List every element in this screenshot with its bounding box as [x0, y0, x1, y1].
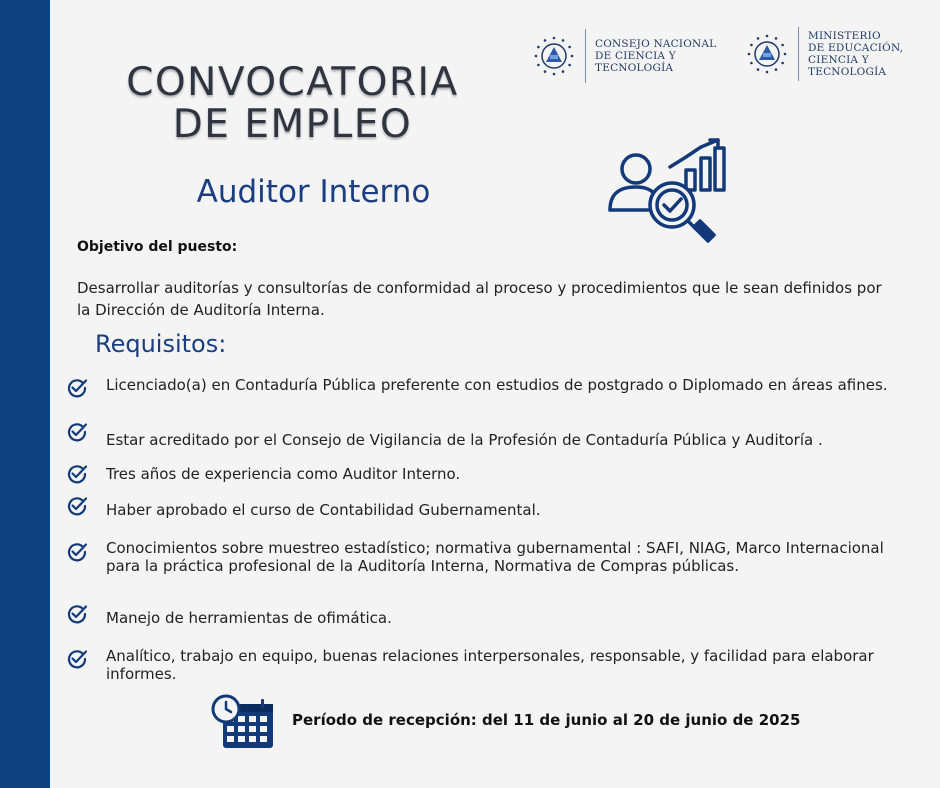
- logo-mineducyt: [746, 27, 903, 81]
- check-circle-icon: [66, 648, 88, 670]
- title-line: CONVOCATORIA: [126, 60, 459, 105]
- logo-mineducyt-text: [808, 30, 903, 78]
- logo-divider: [585, 29, 586, 83]
- objective-label: Objetivo del puesto:: [77, 239, 238, 255]
- requirement-item: Analítico, trabajo en equipo, buenas relaciones interpersonales, responsable, y facilidad para elaborar informes.: [106, 647, 874, 683]
- requirement-item: Manejo de herramientas de ofimática.: [106, 609, 392, 627]
- logo-line: CONSEJO NACIONAL: [595, 38, 717, 50]
- auditor-analysis-icon: [606, 137, 728, 251]
- calendar-clock-icon: [211, 694, 275, 750]
- check-circle-icon: [66, 463, 88, 485]
- logo-line: DE EDUCACIÓN,: [808, 42, 904, 54]
- requirement-item: Tres años de experiencia como Auditor Interno.: [106, 465, 461, 483]
- logo-line: TECNOLOGÍA: [808, 66, 887, 78]
- logo-line: DE CIENCIA Y: [595, 50, 676, 62]
- reception-period: Período de recepción: del 11 de junio al 20 de junio de 2025: [292, 711, 801, 729]
- check-circle-icon: [66, 603, 88, 625]
- check-circle-icon: [66, 421, 88, 443]
- logo-line: MINISTERIO: [808, 30, 881, 42]
- requirement-item: Haber aprobado el curso de Contabilidad Gubernamental.: [106, 501, 541, 519]
- requirements-heading: Requisitos:: [95, 330, 227, 358]
- requirement-item: Estar acreditado por el Consejo de Vigilancia de la Profesión de Contaduría Pública y Auditoría .: [106, 431, 823, 449]
- requirement-item: Licenciado(a) en Contaduría Pública preferente con estudios de postgrado o Diplomado en áreas afines.: [106, 376, 888, 394]
- logo-line: TECNOLOGÍA: [595, 62, 674, 74]
- page-title: [95, 62, 490, 146]
- check-circle-icon: [66, 377, 88, 399]
- check-circle-icon: [66, 541, 88, 563]
- logo-divider: [798, 27, 799, 81]
- position-title: Auditor Interno: [196, 174, 431, 210]
- logo-line: CIENCIA Y: [808, 54, 869, 66]
- logo-conacyt: [533, 29, 716, 83]
- el-salvador-seal-icon: [746, 33, 788, 75]
- check-circle-icon: [66, 495, 88, 517]
- requirement-item: Conocimientos sobre muestreo estadístico; normativa gubernamental : SAFI, NIAG, Marco Internacional para la práctica profesional de la Auditoría Interna, Normativa de Compras públicas.: [106, 539, 884, 575]
- logo-conacyt-text: [595, 38, 716, 74]
- left-sidebar-band: [0, 0, 50, 788]
- objective-text: Desarrollar auditorías y consultorías de conformidad al proceso y procedimientos que le sean definidos por la Dirección de Auditoría Interna.: [77, 279, 882, 319]
- el-salvador-seal-icon: [533, 35, 575, 77]
- title-line: DE EMPLEO: [172, 102, 413, 147]
